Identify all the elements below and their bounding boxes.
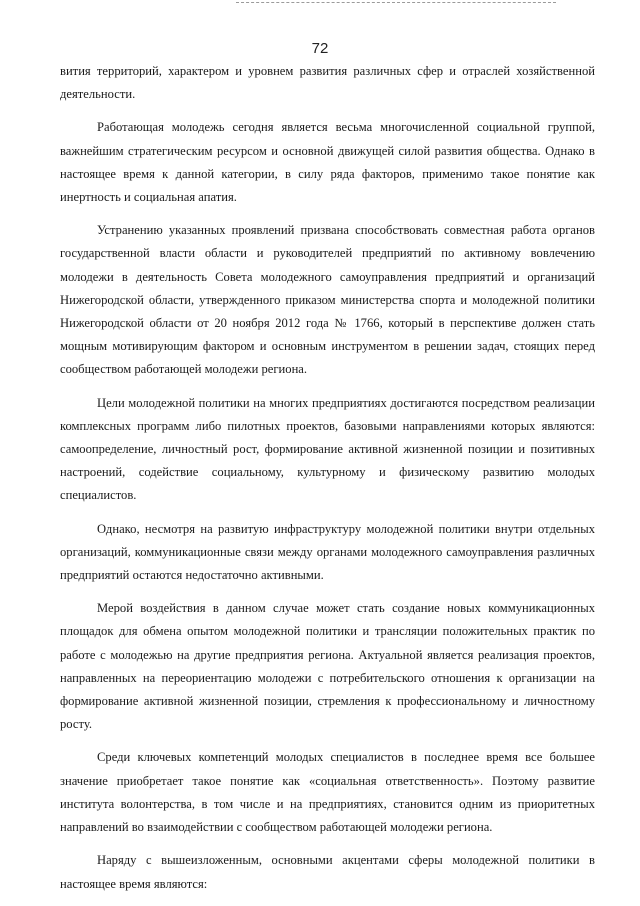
paragraph-7: Среди ключевых компетенций молодых специалистов в последнее время все большее значение приобретает такое понятие как «социальная ответственность». Поэтому развитие института волонтерства, в том числе и на предприятиях, становится одним из приоритетных направлений во взаимодействии с сообществом работающей молодежи региона.	[60, 750, 595, 835]
page-number: 72	[311, 40, 329, 57]
scan-top-rule	[236, 2, 556, 3]
paragraph-1: вития территорий, характером и уровнем развития различных сфер и отраслей хозяйственной деятельности.	[60, 64, 595, 102]
paragraph-5: Однако, несмотря на развитую инфраструктуру молодежной политики внутри отдельных организаций, коммуникационные связи между органами молодежного самоуправления различных предприятий остаются недостаточно активными.	[60, 521, 595, 583]
paragraph-2: Работающая молодежь сегодня является весьма многочисленной социальной группой, важнейшим стратегическим ресурсом и основной движущей силой развития общества. Однако в настоящее время к данной категории, в силу ряда факторов, применимо такое понятие как инертность и социальная апатия.	[60, 120, 595, 205]
paragraph-8: Наряду с вышеизложенным, основными акцентами сферы молодежной политики в настоящее время являются:	[60, 853, 595, 891]
document-body	[60, 60, 595, 906]
paragraph-4: Цели молодежной политики на многих предприятиях достигаются посредством реализации комплексных программ либо пилотных проектов, базовыми направлениями которых являются: самоопределение, личностный рост, формирование активной жизненной позиции и позитивных настроений, содействие социальному, культурному и физическому развитию молодых специалистов.	[60, 395, 595, 503]
paragraph-6: Мерой воздействия в данном случае может стать создание новых коммуникационных площадок для обмена опытом молодежной политики и трансляции положительных практик по работе с молодежью на другие предприятия региона. Актуальной является реализация проектов, направленных на переориентацию молодежи с потребительского отношения к организации на формирование активной жизненной позиции, стремления к профессиональному и личностному росту.	[60, 601, 595, 732]
paragraph-3: Устранению указанных проявлений призвана способствовать совместная работа органов государственной власти области и руководителей предприятий по активному вовлечению молодежи в деятельность Совета молодежного самоуправления предприятий и организаций Нижегородской области, утвержденного приказом министерства спорта и молодежной политики Нижегородской области от 20 ноября 2012 года № 1766, который в перспективе должен стать мощным мотивирующим фактором и основным инструментом в решении задач, стоящих перед сообществом работающей молодежи региона.	[60, 223, 595, 377]
